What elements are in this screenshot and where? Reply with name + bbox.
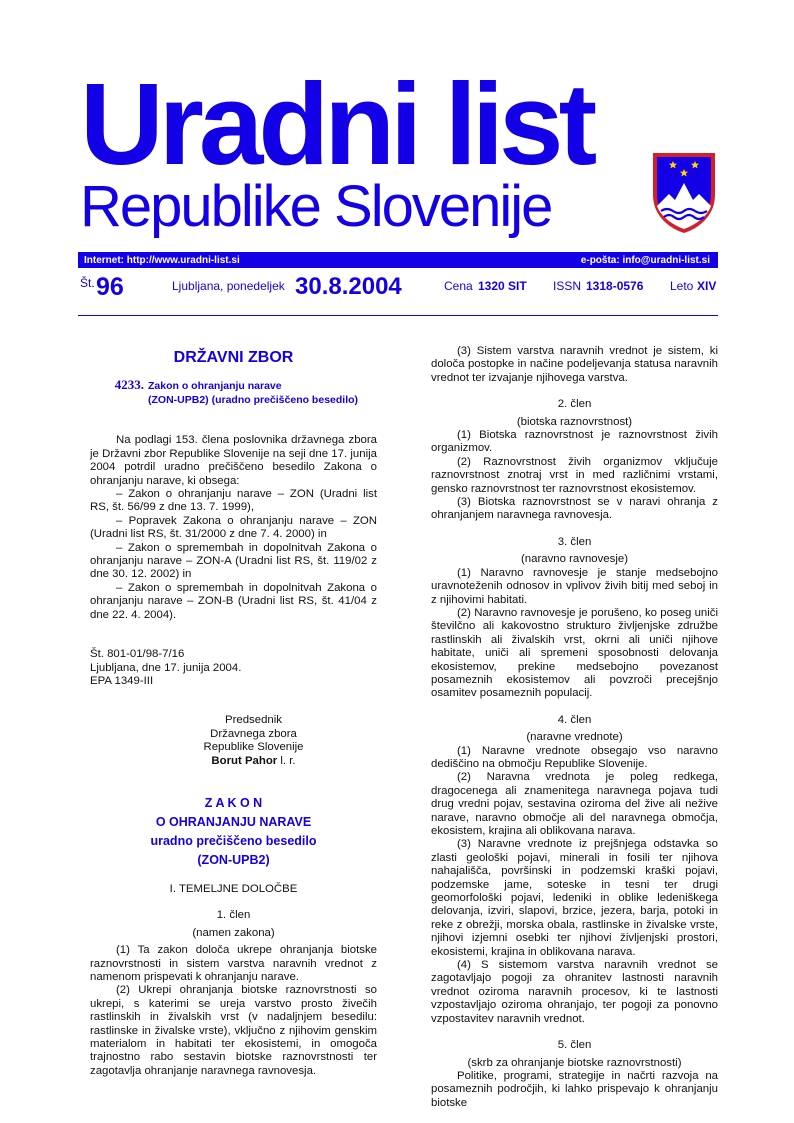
article-3-paragraph-2: (2) Naravno ravnovesje je porušeno, ko poseg uniči številčno ali kakovostno strukturo življenjske združbe rastlinskih ali živalskih vrst, okrni ali uniči njihove habitate, uniči ali spremeni sposobnosti delovanja ekosistemov, prekine medsebojno povezanost posameznih ekosistemov ali povzroči precejšnjo osamitev posameznih populacij. <box>431 606 718 700</box>
issn-label: ISSN <box>553 279 582 293</box>
masthead-subtitle: Republike Slovenije <box>80 174 552 239</box>
article-1-paragraph-2: (2) Ukrepi ohranjanja biotske raznovrstnosti so ukrepi, s katerimi se ureja varstvo prosto živečih rastlinskih in živalskih vrst (v nadaljnjem besedilu: rastlinske in živalske vrste), vključno z njihovim genskim materialom in habitati ter ekosistemi, in omogoča trajnostno rabo sestavin biotske raznovrstnosti ter zagotavlja ohranjanje naravnega ravnovesja. <box>90 984 377 1077</box>
year-value: XIV <box>697 279 717 293</box>
article-4-heading: 4. člen <box>557 713 592 726</box>
act-title-line-1: Zakon o ohranjanju narave <box>148 380 282 393</box>
law-title-3: uradno prečiščeno besedilo <box>150 833 317 848</box>
article-1-paragraph-3: (3) Sistem varstva naravnih vrednot je sistem, ki določa postopke in načine podeljevanja statusa naravnih vrednot ter izvajanje njihovega varstva. <box>431 345 718 384</box>
article-1-paragraph-1: (1) Ta zakon določa ukrepe ohranjanja biotske raznovrstnosti in sistem varstva naravnih vrednot z namenom prispevati k ohranjanju narave. <box>90 944 377 983</box>
coat-of-arms-icon <box>651 151 717 235</box>
left-column <box>90 345 377 1078</box>
signature-line-1: Predsednik <box>225 714 282 727</box>
article-5-heading: 5. člen <box>557 1039 592 1052</box>
article-4-paragraph-3: (3) Naravne vrednote iz prejšnjega odstavka so zlasti geološki pojavi, minerali in fosili ter njihova nahajališča, površinski in podzemski kraški pojavi, podzemske jame, soteske in tesni ter drugi geomorfološki pojavi, ledeniki in oblike ledeniškega delovanja, izviri, slapovi, brzice, jezera, barja, potoki in reke z obrežji, morska obala, rastlinske in živalske vrste, njihovi izjemni osebki ter njihovi življenjski prostori, ekosistemi, krajina in oblikovana narava. <box>431 838 718 958</box>
intro-paragraph: Na podlagi 153. člena poslovnika državnega zbora je Državni zbor Republike Slovenije na seji dne 17. junija 2004 potrdil uradno prečiščeno besedilo Zakona o ohranjanju narave, ki obsega: <box>90 434 377 487</box>
signature-name <box>90 755 377 768</box>
list-item: – Zakon o spremembah in dopolnitvah Zakona o ohranjanju narave – ZON-B (Uradni list RS, št. 41/04 z dne 22. 4. 2004). <box>90 581 377 621</box>
article-3-paragraph-1: (1) Naravno ravnovesje je stanje medsebojno uravnoteženih odnosov in vplivov živih bitij med seboj in z njihovimi habitati. <box>431 566 718 606</box>
article-4-paragraph-1: (1) Naravne vrednote obsegajo vso naravno dediščino na območju Republike Slovenije. <box>431 744 718 770</box>
article-2-paragraph-2: (2) Raznovrstnost živih organizmov vključuje raznovrstnost znotraj vrst in med različnimi vrstami, gensko raznovrstnost ter raznovrstnost ekosistemov. <box>431 455 718 495</box>
article-3-title: (naravno ravnovesje) <box>521 553 628 566</box>
article-5-paragraph-1: Politike, programi, strategije in načrti razvoja na posameznih področjih, ki lahko prispevajo k ohranjanju biotske <box>431 1069 718 1109</box>
article-1-title: (namen zakona) <box>192 926 275 939</box>
price-label: Cena <box>444 279 473 293</box>
law-title-4: (ZON-UPB2) <box>197 852 270 867</box>
chapter-heading: I. TEMELJNE DOLOČBE <box>169 882 298 895</box>
list-item: – Zakon o ohranjanju narave – ZON (Uradni list RS, št. 56/99 z dne 13. 7. 1999), <box>90 488 377 514</box>
law-title-1: Z A K O N <box>204 795 263 810</box>
issue-number-label: Št. <box>80 276 95 290</box>
masthead-title: Uradni list <box>80 59 593 189</box>
article-2-paragraph-3: (3) Biotska raznovrstnost se v naravi ohranja z ohranjanjem naravnega ravnovesja. <box>431 496 718 522</box>
internet-link[interactable]: Internet: http://www.uradni-list.si <box>84 254 240 266</box>
article-4-title: (naravne vrednote) <box>526 731 623 744</box>
article-2-heading: 2. člen <box>557 398 592 411</box>
reference-date: Ljubljana, dne 17. junija 2004. <box>90 661 242 674</box>
list-item: – Popravek Zakona o ohranjanju narave – ZON (Uradni list RS, št. 31/2000 z dne 7. 4. 2000) in <box>90 514 377 541</box>
issue-number: 96 <box>96 273 124 301</box>
section-heading: DRŽAVNI ZBOR <box>173 349 294 366</box>
article-3-heading: 3. člen <box>557 535 592 548</box>
article-2-paragraph-1: (1) Biotska raznovrstnost je raznovrstnost živih organizmov. <box>431 429 718 455</box>
reference-number: Št. 801-01/98-7/16 <box>90 648 185 661</box>
list-item: – Zakon o spremembah in dopolnitvah Zakona o ohranjanju narave – ZON-A (Uradni list RS, št. 119/02 z dne 30. 12. 2002) in <box>90 541 377 581</box>
issn-value: 1318-0576 <box>586 279 644 293</box>
right-column <box>431 345 718 1110</box>
header-divider <box>78 315 718 316</box>
article-5-title: (skrb za ohranjanje biotske raznovrstnosti) <box>467 1056 682 1069</box>
reference-epa: EPA 1349-III <box>90 674 154 687</box>
issue-date: 30.8.2004 <box>295 273 402 300</box>
year-label: Leto <box>670 279 694 293</box>
issue-place-day: Ljubljana, ponedeljek <box>172 279 285 293</box>
act-title-line-2: (ZON-UPB2) (uradno prečiščeno besedilo) <box>148 394 359 407</box>
signature-suffix: l. r. <box>277 754 296 767</box>
act-number: 4233. <box>114 377 144 393</box>
info-bar <box>78 252 718 268</box>
act-heading <box>90 378 377 406</box>
law-title-2: O OHRANJANJU NARAVE <box>155 814 312 829</box>
signatory: Borut Pahor <box>211 754 278 767</box>
signature-line-2: Državnega zbora <box>210 727 297 740</box>
article-4-paragraph-2: (2) Naravna vrednota je poleg redkega, dragocenega ali znamenitega naravnega pojava tudi drug vredni pojav, sestavina oziroma del žive ali nežive narave, naravno območje ali del naravnega območja, ekosistem, krajina ali oblikovana narava. <box>431 771 718 837</box>
article-2-title: (biotska raznovrstnost) <box>516 415 633 428</box>
price-value: 1320 SIT <box>478 279 527 293</box>
article-1-heading: 1. člen <box>216 909 251 922</box>
signature-line-3: Republike Slovenije <box>203 741 304 754</box>
email-link[interactable]: e-pošta: info@uradni-list.si <box>580 254 710 266</box>
article-4-paragraph-4: (4) S sistemom varstva naravnih vrednot se zagotavljajo pogoji za ohranitev lastnosti naravnih vrednot oziroma naravnih procesov, ki te lastnosti vzpostavljajo oziroma ohranjajo, ter pogoji za ponovno vzpostavitev naravnih vrednot. <box>431 959 718 1025</box>
